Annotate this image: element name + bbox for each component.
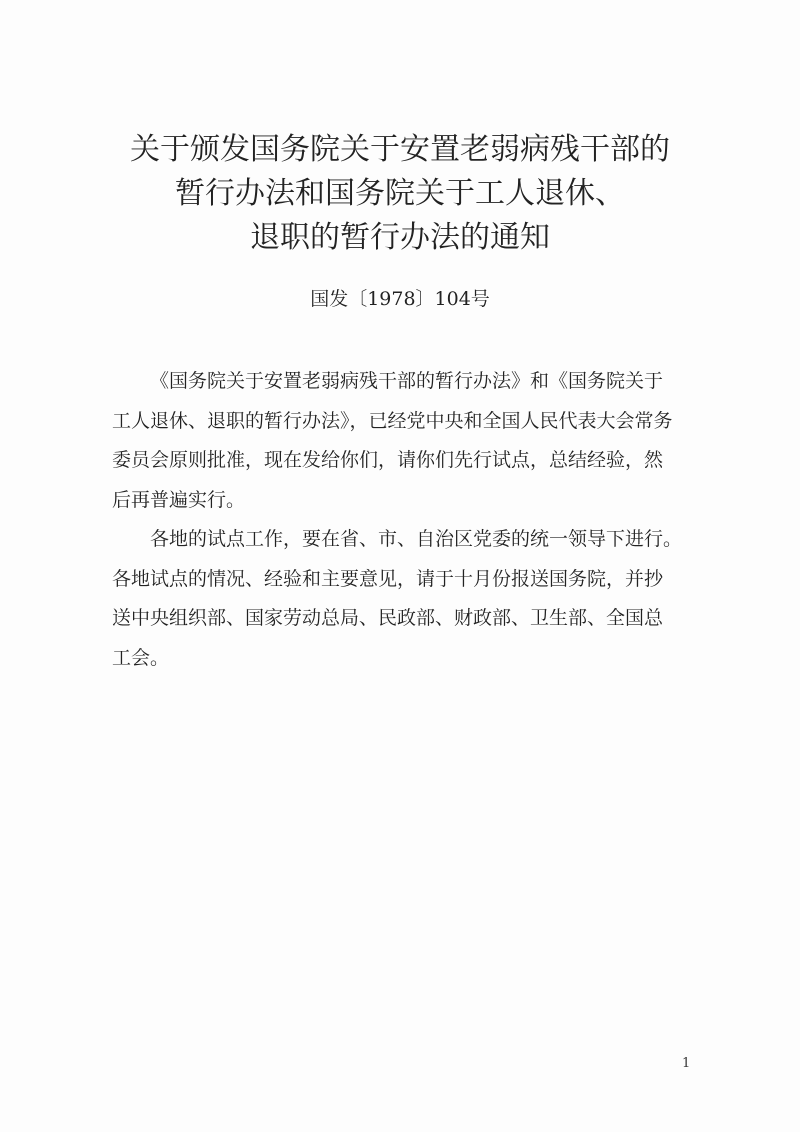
title-line-2: 暂行办法和国务院关于工人退休、 (175, 176, 625, 211)
paragraph-2-line-3: 送中央组织部、国家劳动总局、民政部、财政部、卫生部、全国总 (112, 607, 664, 629)
page-number: 1 (682, 1056, 691, 1071)
paragraph-1-line-2: 工人退休、退职的暂行办法》，已经党中央和全国人民代表大会常务 (112, 409, 673, 432)
document-title (0, 128, 800, 260)
paragraph-2-line-1: 各地的试点工作，要在省、市、自治区党委的统一领导下进行。 (150, 528, 683, 550)
title-line-1: 关于颁发国务院关于安置老弱病残干部的 (130, 132, 670, 167)
paragraph-2-line-2: 各地试点的情况、经验和主要意见，请于十月份报送国务院，并抄 (112, 567, 664, 590)
paragraph-1-line-1: 《国务院关于安置老弱病残干部的暂行办法》和《国务院关于 (150, 370, 664, 392)
title-line-3: 退职的暂行办法的通知 (250, 220, 550, 255)
document-number: 国发〔1978〕104号 (310, 288, 490, 310)
document-body (112, 362, 692, 678)
paragraph-2-line-4: 工会。 (112, 646, 170, 669)
paragraph-1-line-4: 后再普遍实行。 (112, 488, 246, 511)
paragraph-1-line-3: 委员会原则批准，现在发给你们，请你们先行试点，总结经验，然 (112, 449, 664, 471)
